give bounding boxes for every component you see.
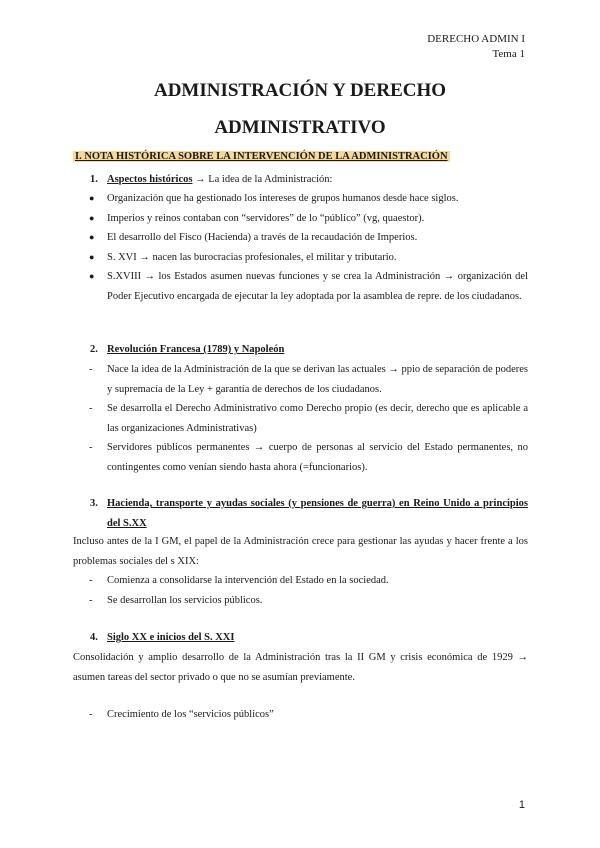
item-2-heading: [90, 340, 285, 360]
item-4-intro: Consolidación y amplio desarrollo de la Administración tras la II GM y crisis económica de 1929 → asumen tareas del sector privado o que no se asumían previamente.: [73, 652, 528, 683]
list-item: ● S.XVIII → los Estados asumen nuevas funciones y se crea la Administración → organización del Poder Ejecutivo encargada de ejecutar la ley adoptada por la asamblea de repre. de los ciudadanos.: [73, 267, 528, 306]
list-item: - Se desarrolla el Derecho Administrativo como Derecho propio (es decir, derecho que es aplicable a las organizaciones Administrativas): [73, 399, 528, 438]
document-title-line-1: ADMINISTRACIÓN Y DERECHO: [153, 80, 447, 101]
dash-marker: -: [89, 364, 93, 375]
list-item: ● Imperios y reinos contaban con “servidores” de lo “público” (vg, quaestor).: [73, 209, 528, 229]
page-number: 1: [518, 799, 525, 811]
item-2-list: [73, 360, 528, 477]
list-item: - Nace la idea de la Administración de la que se derivan las actuales → ppio de separación de poderes y supremacía de la Ley + garantía de derechos de los ciudadanos.: [73, 360, 528, 399]
bullet-marker: ●: [89, 232, 95, 242]
list-item: ● El desarrollo del Fisco (Hacienda) a través de la recaudación de Imperios.: [73, 228, 528, 248]
list-item: - Servidores públicos permanentes → cuerpo de personas al servicio del Estado permanentes, no contingentes como venían siendo hasta ahora (=funcionarios).: [73, 438, 528, 477]
dash-marker: -: [89, 709, 93, 720]
list-item: ● Organización que ha gestionado los intereses de grupos humanos desde hace siglos.: [73, 189, 528, 209]
list-item: - Crecimiento de los “servicios públicos”: [73, 705, 528, 725]
item-1-list: [73, 189, 528, 306]
item-3-title: Hacienda, transporte y ayudas sociales (y pensiones de guerra) en Reino Unido a principios del S.XX: [107, 498, 528, 529]
item-1-number: 1.: [90, 174, 98, 185]
item-3-body: [73, 532, 528, 610]
item-1-title-rest: → La idea de la Administración:: [192, 174, 333, 185]
item-3-intro: Incluso antes de la I GM, el papel de la Administración crece para gestionar las ayudas y hacer frente a los problemas sociales del s XIX:: [73, 536, 528, 567]
header-subject: DERECHO ADMIN I: [427, 33, 525, 45]
bullet-marker: ●: [89, 251, 95, 262]
item-4-title: Siglo XX e inicios del S. XXI: [107, 632, 235, 643]
item-1-title: Aspectos históricos: [107, 174, 193, 185]
dash-marker: -: [89, 403, 93, 414]
dash-marker: -: [89, 442, 93, 453]
item-4-number: 4.: [90, 632, 98, 643]
item-2-number: 2.: [90, 344, 98, 355]
list-item: ● S. XVI → nacen las burocracias profesionales, el militar y tributario.: [73, 248, 528, 268]
list-item: - Comienza a consolidarse la intervención del Estado en la sociedad.: [73, 571, 528, 591]
dash-marker: -: [89, 575, 93, 586]
item-1-heading: [90, 170, 333, 190]
header-topic: Tema 1: [492, 48, 525, 60]
list-item: - Se desarrollan los servicios públicos.: [73, 591, 528, 611]
section-heading: I. NOTA HISTÓRICA SOBRE LA INTERVENCIÓN DE LA ADMINISTRACIÓN: [75, 151, 448, 162]
item-4-heading: [90, 628, 235, 648]
bullet-marker: ●: [89, 212, 95, 223]
bullet-marker: ●: [89, 271, 95, 281]
dash-marker: -: [89, 594, 93, 606]
item-3-number: 3.: [90, 498, 98, 509]
page-header: [427, 32, 525, 62]
item-4-body: [73, 648, 528, 725]
item-3-heading: [90, 494, 528, 533]
bullet-marker: ●: [89, 193, 95, 203]
document-title-line-2: ADMINISTRATIVO: [214, 117, 386, 138]
item-2-title: Revolución Francesa (1789) y Napoleón: [107, 344, 285, 355]
